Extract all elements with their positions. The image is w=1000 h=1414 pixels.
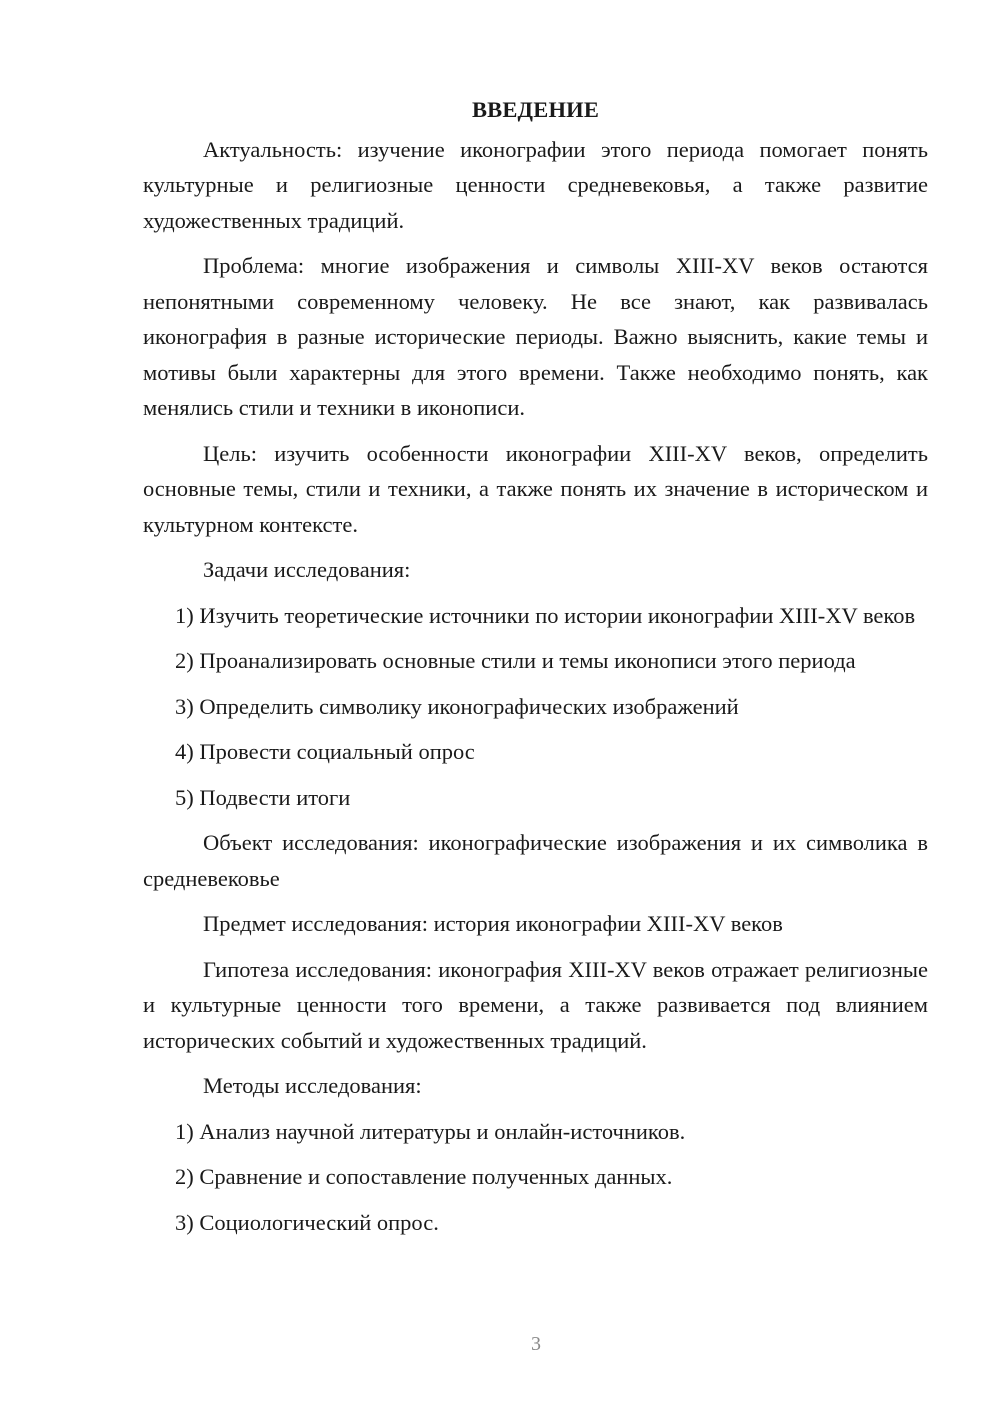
- section-title: ВВЕДЕНИЕ: [471, 97, 600, 122]
- task-item: 5) Подвести итоги: [175, 784, 351, 810]
- hypothesis-paragraph: Гипотеза исследования: иконография XIII-XV веков отражает религиозные и культурные ценности того времени, а также развивается под влиянием исторических событий и художественных традиций.: [143, 956, 928, 1053]
- object-paragraph: Объект исследования: иконографические изображения и их символика в средневековье: [143, 830, 928, 891]
- methods-heading: Методы исследования:: [203, 1073, 422, 1098]
- task-item: 4) Провести социальный опрос: [175, 739, 475, 764]
- tasks-list: [143, 598, 928, 816]
- page-number: 3: [531, 1333, 541, 1355]
- relevance-paragraph: Актуальность: изучение иконографии этого периода помогает понять культурные и религиозные ценности средневековья, а также развитие художественных традиций.: [143, 136, 928, 233]
- subject-paragraph: Предмет исследования: история иконографии XIII-XV веков: [203, 911, 783, 936]
- problem-paragraph: Проблема: многие изображения и символы XIII-XV веков остаются непонятными современному человеку. Не все знают, как развивалась иконография в разные исторические периоды. Важно выяснить, какие темы и мотивы были характерны для этого времени. Также необходимо понять, как менялись стили и техники в иконописи.: [143, 253, 928, 420]
- method-item: 3) Социологический опрос.: [175, 1209, 439, 1235]
- document-page: [143, 92, 928, 1250]
- task-item: 3) Определить символику иконографических изображений: [175, 693, 739, 719]
- task-item: 1) Изучить теоретические источники по истории иконографии XIII-XV веков: [175, 602, 916, 628]
- method-item: 1) Анализ научной литературы и онлайн-источников.: [175, 1118, 686, 1144]
- goal-paragraph: Цель: изучить особенности иконографии XIII-XV веков, определить основные темы, стили и техники, а также понять их значение в историческом и культурном контексте.: [143, 440, 928, 537]
- methods-list: [143, 1114, 928, 1241]
- tasks-heading: Задачи исследования:: [203, 557, 411, 582]
- method-item: 2) Сравнение и сопоставление полученных данных.: [175, 1164, 673, 1189]
- task-item: 2) Проанализировать основные стили и темы иконописи этого периода: [175, 648, 856, 673]
